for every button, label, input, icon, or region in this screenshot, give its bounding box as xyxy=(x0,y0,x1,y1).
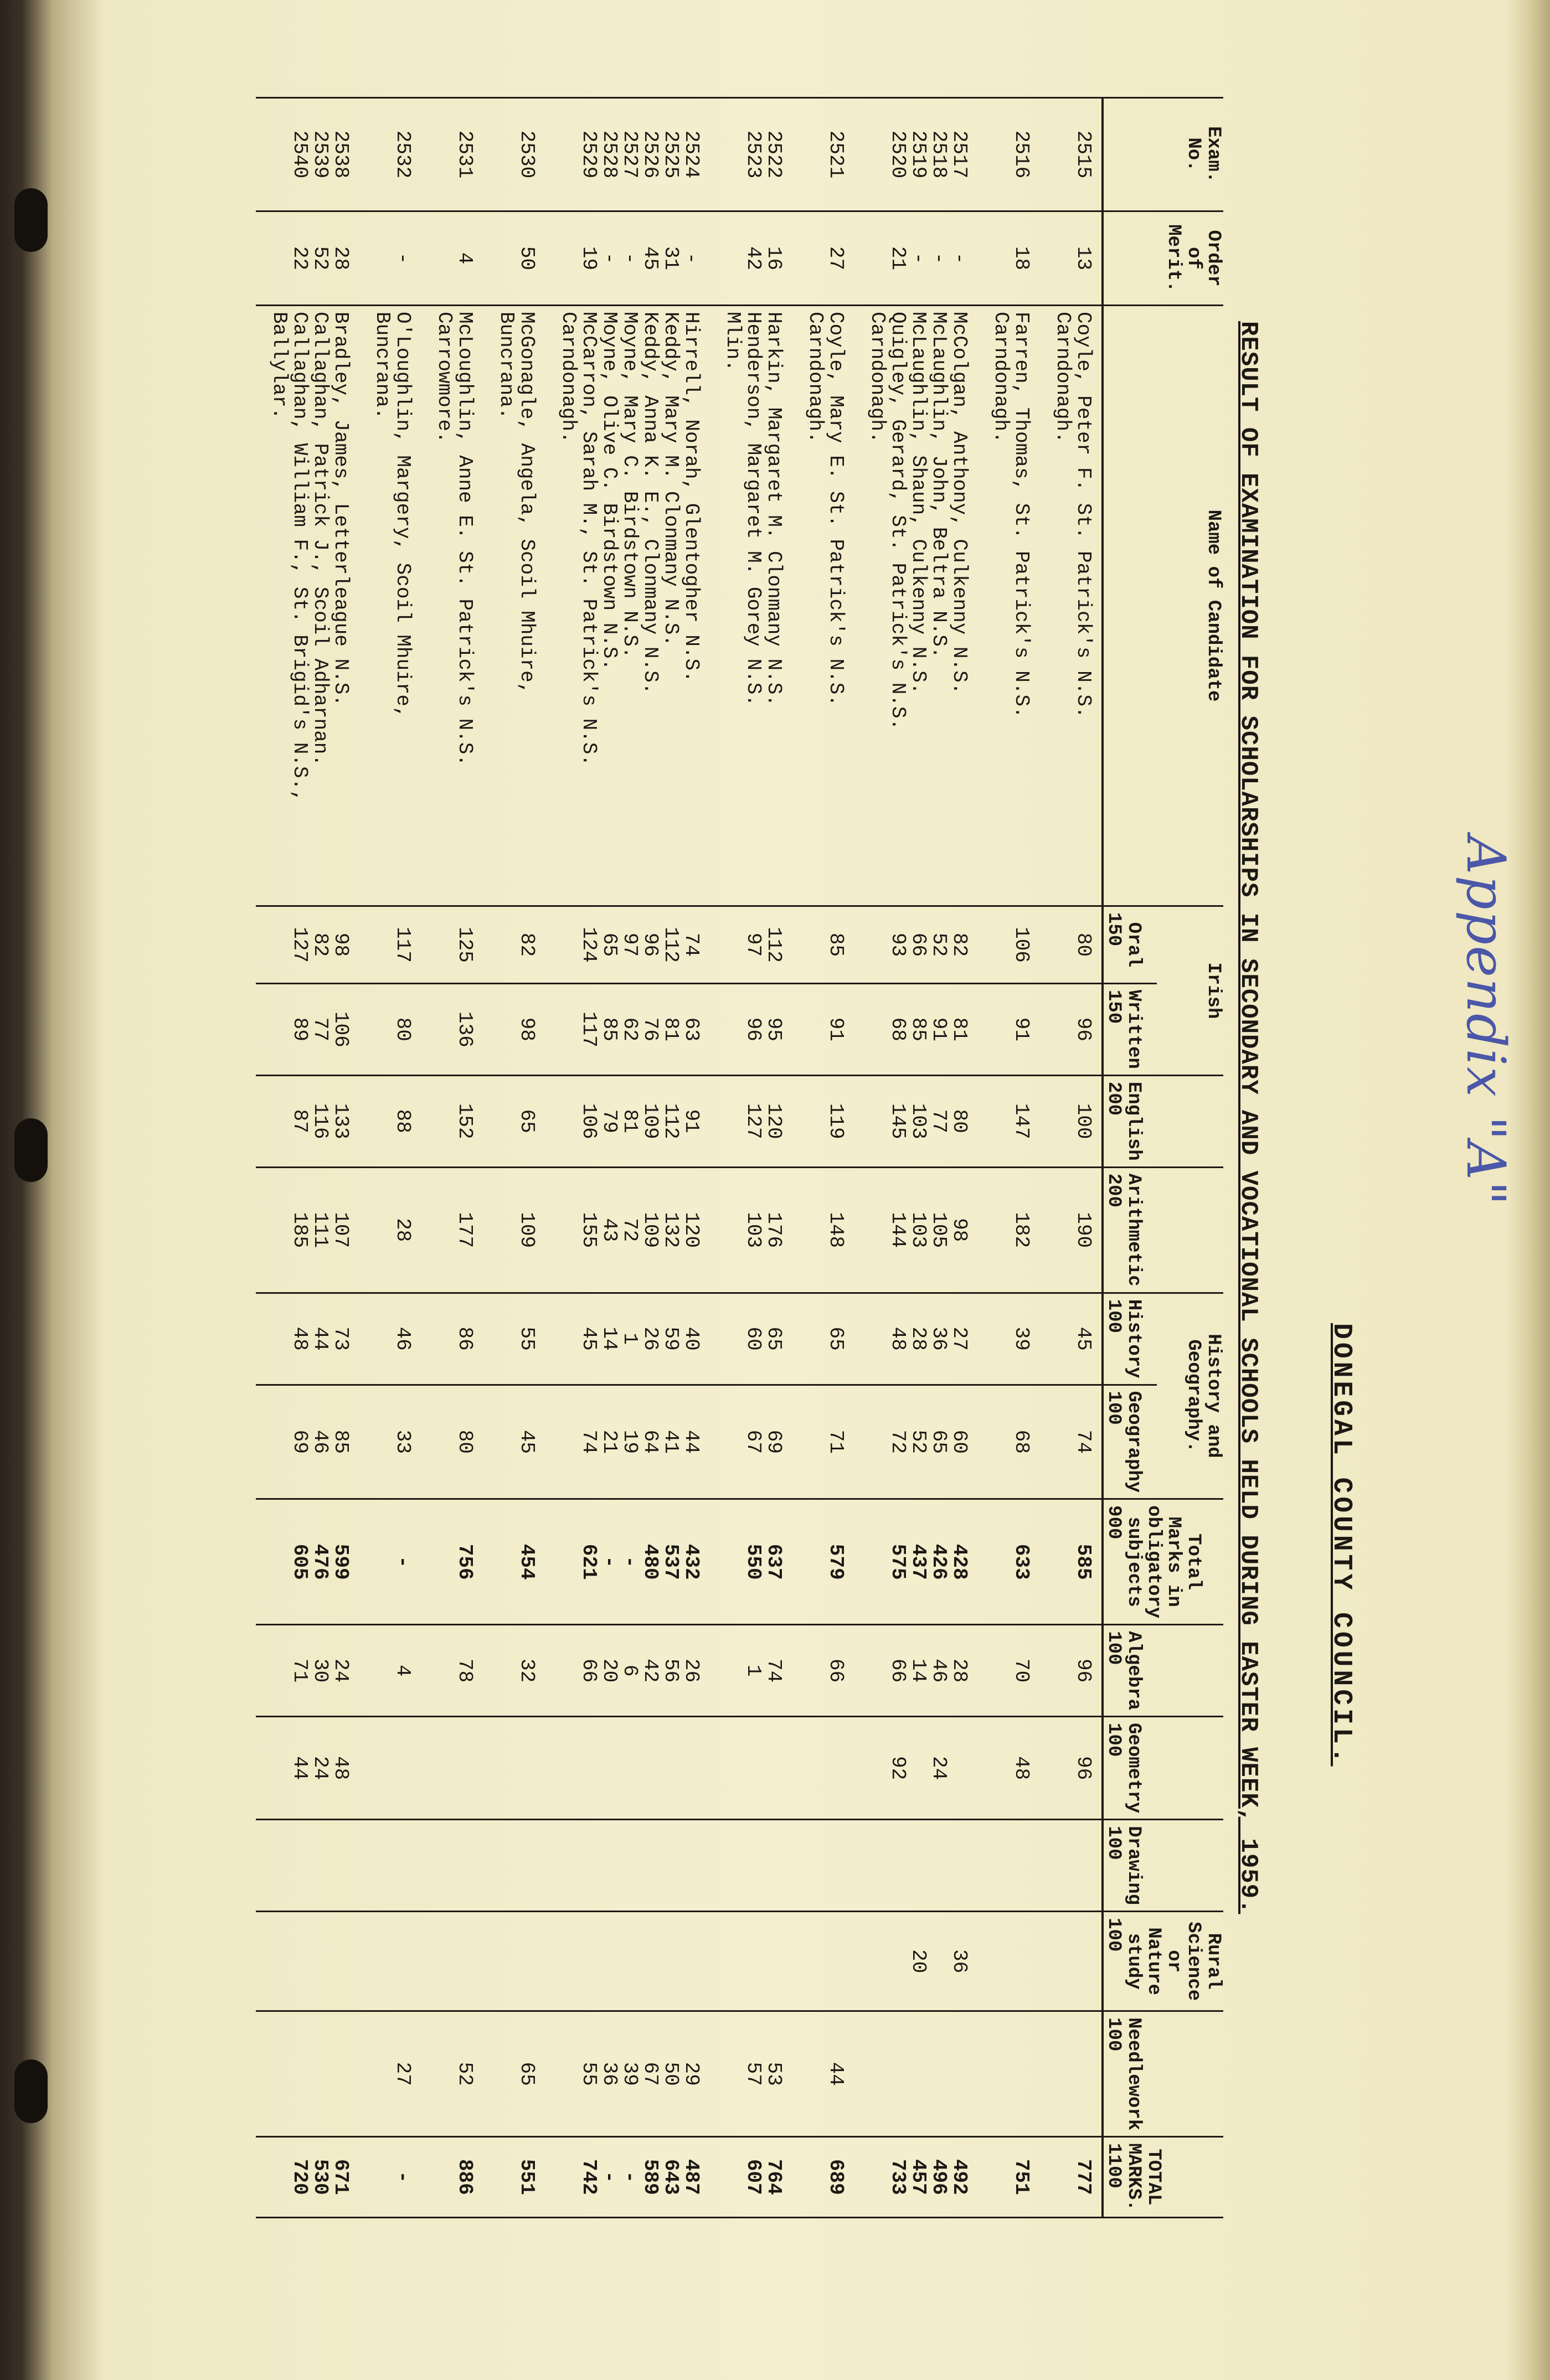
table-row xyxy=(256,98,359,2218)
cell-name: Coyle, Peter F. St. Patrick's N.S. Carndonagh. xyxy=(1039,306,1103,906)
cell-name: O'Loughlin, Margery, Scoil Mhuire, Buncrana. xyxy=(359,306,421,906)
cell-needlework: 65 xyxy=(483,2011,545,2137)
cell-needlework xyxy=(977,2011,1039,2137)
results-title: RESULT OF EXAMINATION FOR SCHOLARSHIPS IN SECONDARY AND VOCATIONAL SCHOOLS HELD DURING EASTER WEEK, 1959. xyxy=(1234,321,1262,1914)
cell-geometry xyxy=(421,1717,483,1820)
header-drawing: Drawing xyxy=(1124,1820,1223,1912)
header-geometry: Geometry xyxy=(1124,1717,1223,1820)
cell-order: - xyxy=(359,211,421,306)
cell-order: 13 xyxy=(1039,211,1103,306)
max-arithmetic: 200 xyxy=(1103,1167,1124,1293)
cell-total: - xyxy=(359,2137,421,2217)
cell-arithmetic: 190 xyxy=(1039,1167,1103,1293)
table-row xyxy=(1039,98,1103,2218)
cell-rural xyxy=(709,1912,792,2011)
cell-exam-no: 2517 2518 2519 2520 xyxy=(854,98,977,211)
header-irish-oral: Oral xyxy=(1124,906,1157,984)
cell-oral: 117 xyxy=(359,906,421,984)
cell-written: 136 xyxy=(421,984,483,1076)
cell-written: 106 77 89 xyxy=(256,984,359,1076)
cell-total-oblig: 756 xyxy=(421,1499,483,1625)
cell-arithmetic: 177 xyxy=(421,1167,483,1293)
cell-oral: 112 97 xyxy=(709,906,792,984)
cell-exam-no: 2538 2539 2540 xyxy=(256,98,359,211)
cell-geography: 60 65 52 72 xyxy=(854,1385,977,1499)
cell-order: 28 52 22 xyxy=(256,211,359,306)
header-irish-written: Written xyxy=(1124,984,1157,1076)
cell-geography: 44 41 64 19 21 74 xyxy=(545,1385,709,1499)
cell-geography: 33 xyxy=(359,1385,421,1499)
cell-total: 689 xyxy=(792,2137,854,2217)
cell-history: 45 xyxy=(1039,1293,1103,1385)
cell-rural: 36 20 xyxy=(854,1912,977,2011)
header-order-of-merit: Order of Merit. xyxy=(1124,211,1223,306)
cell-exam-no: 2516 xyxy=(977,98,1039,211)
cell-written: 91 xyxy=(977,984,1039,1076)
cell-geometry xyxy=(359,1717,421,1820)
cell-oral: 125 xyxy=(421,906,483,984)
cell-name: Farren, Thomas, St. Patrick's N.S. Carndonagh. xyxy=(977,306,1039,906)
cell-order: 27 xyxy=(792,211,854,306)
max-total-obligatory: 900 xyxy=(1103,1499,1124,1625)
table-row xyxy=(545,98,709,2218)
header-exam-no: Exam. No. xyxy=(1124,98,1223,211)
max-oral: 150 xyxy=(1103,906,1124,984)
cell-order: 4 xyxy=(421,211,483,306)
cell-arithmetic: 28 xyxy=(359,1167,421,1293)
table-row xyxy=(977,98,1039,2218)
cell-arithmetic: 120 132 109 72 43 155 xyxy=(545,1167,709,1293)
header-english: English xyxy=(1124,1075,1223,1167)
cell-written: 95 96 xyxy=(709,984,792,1076)
header-total-obligatory: Total Marks in obligatory subjects xyxy=(1124,1499,1223,1625)
max-english: 200 xyxy=(1103,1075,1124,1167)
cell-total-oblig: 579 xyxy=(792,1499,854,1625)
max-rural: 100 xyxy=(1103,1912,1124,2011)
cell-history: 40 59 26 1 14 45 xyxy=(545,1293,709,1385)
cell-needlework xyxy=(854,2011,977,2137)
table-row xyxy=(483,98,545,2218)
header-needlework: Needlework xyxy=(1124,2011,1223,2137)
table-row xyxy=(709,98,792,2218)
cell-history: 65 xyxy=(792,1293,854,1385)
cell-english: 119 xyxy=(792,1075,854,1167)
cell-english: 133 116 87 xyxy=(256,1075,359,1167)
table-row xyxy=(854,98,977,2218)
cell-written: 96 xyxy=(1039,984,1103,1076)
header-irish-group: Irish xyxy=(1157,906,1223,1076)
cell-english: 120 127 xyxy=(709,1075,792,1167)
cell-total-oblig: 637 550 xyxy=(709,1499,792,1625)
cell-history: 27 36 28 48 xyxy=(854,1293,977,1385)
cell-total: 487 643 589 - - 742 xyxy=(545,2137,709,2217)
cell-written: 63 81 76 62 85 117 xyxy=(545,984,709,1076)
cell-arithmetic: 148 xyxy=(792,1167,854,1293)
cell-geometry xyxy=(792,1717,854,1820)
header-candidate-name: Name of Candidate xyxy=(1124,306,1223,906)
cell-arithmetic: 109 xyxy=(483,1167,545,1293)
cell-history: 73 44 48 xyxy=(256,1293,359,1385)
cell-algebra: 32 xyxy=(483,1625,545,1717)
cell-geometry: 48 24 44 xyxy=(256,1717,359,1820)
cell-order: - 31 45 - - 19 xyxy=(545,211,709,306)
cell-order: 16 42 xyxy=(709,211,792,306)
cell-geometry xyxy=(709,1717,792,1820)
results-table xyxy=(256,97,1223,2218)
cell-english: 147 xyxy=(977,1075,1039,1167)
table-row xyxy=(421,98,483,2218)
max-geometry: 100 xyxy=(1103,1717,1124,1820)
cell-geography: 85 46 69 xyxy=(256,1385,359,1499)
cell-algebra: 24 30 71 xyxy=(256,1625,359,1717)
cell-rural xyxy=(1039,1912,1103,2011)
cell-drawing xyxy=(709,1820,792,1912)
cell-total: 886 xyxy=(421,2137,483,2217)
cell-written: 81 91 85 68 xyxy=(854,984,977,1076)
cell-algebra: 70 xyxy=(977,1625,1039,1717)
cell-history: 55 xyxy=(483,1293,545,1385)
cell-english: 65 xyxy=(483,1075,545,1167)
cell-algebra: 28 46 14 66 xyxy=(854,1625,977,1717)
cell-needlework: 29 50 67 39 36 55 xyxy=(545,2011,709,2137)
cell-geography: 69 67 xyxy=(709,1385,792,1499)
cell-total-oblig: 432 537 480 - - 621 xyxy=(545,1499,709,1625)
cell-rural xyxy=(256,1912,359,2011)
table-row xyxy=(792,98,854,2218)
cell-total: 777 xyxy=(1039,2137,1103,2217)
max-drawing: 100 xyxy=(1103,1820,1124,1912)
cell-geometry xyxy=(483,1717,545,1820)
cell-geometry: 48 xyxy=(977,1717,1039,1820)
results-body xyxy=(256,98,1103,2218)
cell-total-oblig: 633 xyxy=(977,1499,1039,1625)
cell-arithmetic: 98 105 103 144 xyxy=(854,1167,977,1293)
cell-needlework xyxy=(256,2011,359,2137)
cell-history: 46 xyxy=(359,1293,421,1385)
cell-english: 88 xyxy=(359,1075,421,1167)
header-history-geography-group: History and Geography. xyxy=(1157,1293,1223,1499)
cell-drawing xyxy=(483,1820,545,1912)
cell-geography: 71 xyxy=(792,1385,854,1499)
cell-oral: 98 82 127 xyxy=(256,906,359,984)
cell-exam-no: 2530 xyxy=(483,98,545,211)
cell-written: 80 xyxy=(359,984,421,1076)
cell-oral: 80 xyxy=(1039,906,1103,984)
cell-total-oblig: 428 426 437 575 xyxy=(854,1499,977,1625)
cell-rural xyxy=(792,1912,854,2011)
cell-order: 50 xyxy=(483,211,545,306)
cell-oral: 85 xyxy=(792,906,854,984)
cell-algebra: 26 56 42 6 20 66 xyxy=(545,1625,709,1717)
cell-needlework: 27 xyxy=(359,2011,421,2137)
table-row xyxy=(359,98,421,2218)
cell-exam-no: 2521 xyxy=(792,98,854,211)
cell-algebra: 78 xyxy=(421,1625,483,1717)
header-geography: Geography xyxy=(1124,1385,1157,1499)
cell-geography: 45 xyxy=(483,1385,545,1499)
cell-algebra: 66 xyxy=(792,1625,854,1717)
cell-exam-no: 2524 2525 2526 2527 2528 2529 xyxy=(545,98,709,211)
cell-english: 91 112 109 81 79 106 xyxy=(545,1075,709,1167)
max-history: 100 xyxy=(1103,1293,1124,1385)
cell-arithmetic: 182 xyxy=(977,1167,1039,1293)
cell-name: Bradley, James, Letterleague N.S. Callaghan, Patrick J., Scoil Adharnan. Callaghan, William F., St. Brigid's N.S., Ballylar. xyxy=(256,306,359,906)
appendix-annotation: Appendix "A" xyxy=(1455,836,1517,1207)
cell-rural xyxy=(545,1912,709,2011)
max-needlework: 100 xyxy=(1103,2011,1124,2137)
cell-name: McLoughlin, Anne E. St. Patrick's N.S. Carrowmore. xyxy=(421,306,483,906)
cell-total: 764 607 xyxy=(709,2137,792,2217)
cell-drawing xyxy=(1039,1820,1103,1912)
cell-name: McGonagle, Angela, Scoil Mhuire, Buncrana. xyxy=(483,306,545,906)
cell-total: 492 496 457 733 xyxy=(854,2137,977,2217)
cell-needlework: 44 xyxy=(792,2011,854,2137)
cell-drawing xyxy=(545,1820,709,1912)
cell-drawing xyxy=(792,1820,854,1912)
cell-geometry: 24 92 xyxy=(854,1717,977,1820)
cell-geometry: 96 xyxy=(1039,1717,1103,1820)
cell-rural xyxy=(421,1912,483,2011)
cell-oral: 106 xyxy=(977,906,1039,984)
cell-geometry xyxy=(545,1717,709,1820)
max-written: 150 xyxy=(1103,984,1124,1076)
cell-history: 65 60 xyxy=(709,1293,792,1385)
cell-drawing xyxy=(359,1820,421,1912)
cell-total-oblig: - xyxy=(359,1499,421,1625)
cell-algebra: 4 xyxy=(359,1625,421,1717)
cell-name: McColgan, Anthony, Culkenny N.S. McLaughlin, John, Beltra N.S. McLaughlin, Shaun, Culkenny N.S. Quigley, Gerard, St. Patrick's N.S. Carndonagh. xyxy=(854,306,977,906)
cell-written: 91 xyxy=(792,984,854,1076)
cell-drawing xyxy=(421,1820,483,1912)
cell-drawing xyxy=(256,1820,359,1912)
header-arithmetic: Arithmetic xyxy=(1124,1167,1223,1293)
cell-needlework xyxy=(1039,2011,1103,2137)
cell-arithmetic: 107 111 185 xyxy=(256,1167,359,1293)
cell-name: Hirrell, Norah, Glentogher N.S. Keddy, Mary M. Clonmany N.S. Keddy, Anna K. E., Clonmany N.S. Moyne, Mary C. Birdstown N.S. Moyne, Olive C. Birdstown N.S. McCarron, Sarah M., St. Patrick's N.S. Carndonagh. xyxy=(545,306,709,906)
cell-history: 86 xyxy=(421,1293,483,1385)
cell-rural xyxy=(483,1912,545,2011)
cell-exam-no: 2515 xyxy=(1039,98,1103,211)
cell-oral: 82 xyxy=(483,906,545,984)
cell-english: 100 xyxy=(1039,1075,1103,1167)
cell-name: Harkin, Margaret M. Clonmany N.S. Henderson, Margaret M. Gorey N.S. Mlin. xyxy=(709,306,792,906)
cell-drawing xyxy=(854,1820,977,1912)
cell-geography: 80 xyxy=(421,1385,483,1499)
cell-algebra: 74 1 xyxy=(709,1625,792,1717)
cell-total-oblig: 585 xyxy=(1039,1499,1103,1625)
cell-total: 751 xyxy=(977,2137,1039,2217)
cell-arithmetic: 176 103 xyxy=(709,1167,792,1293)
cell-needlework: 53 57 xyxy=(709,2011,792,2137)
header-history: History xyxy=(1124,1293,1157,1385)
header-total-marks: TOTAL MARKS. xyxy=(1124,2137,1223,2217)
cell-needlework: 52 xyxy=(421,2011,483,2137)
cell-exam-no: 2522 2523 xyxy=(709,98,792,211)
cell-rural xyxy=(977,1912,1039,2011)
cell-name: Coyle, Mary E. St. Patrick's N.S. Carndonagh. xyxy=(792,306,854,906)
cell-drawing xyxy=(977,1820,1039,1912)
cell-english: 80 77 103 145 xyxy=(854,1075,977,1167)
header-algebra: Algebra xyxy=(1124,1625,1223,1717)
cell-exam-no: 2532 xyxy=(359,98,421,211)
cell-order: 18 xyxy=(977,211,1039,306)
council-heading: DONEGAL COUNTY COUNCIL. xyxy=(1326,1323,1356,1767)
cell-exam-no: 2531 xyxy=(421,98,483,211)
cell-algebra: 96 xyxy=(1039,1625,1103,1717)
cell-oral: 82 52 66 93 xyxy=(854,906,977,984)
cell-history: 39 xyxy=(977,1293,1039,1385)
cell-oral: 74 112 96 97 65 124 xyxy=(545,906,709,984)
cell-geography: 68 xyxy=(977,1385,1039,1499)
cell-geography: 74 xyxy=(1039,1385,1103,1499)
cell-english: 152 xyxy=(421,1075,483,1167)
max-total: 1100 xyxy=(1103,2137,1124,2217)
cell-total-oblig: 599 476 605 xyxy=(256,1499,359,1625)
cell-total: 671 530 720 xyxy=(256,2137,359,2217)
max-algebra: 100 xyxy=(1103,1625,1124,1717)
cell-rural xyxy=(359,1912,421,2011)
cell-written: 98 xyxy=(483,984,545,1076)
cell-total: 551 xyxy=(483,2137,545,2217)
cell-order: - - - 21 xyxy=(854,211,977,306)
header-rural-science: Rural Science or Nature study xyxy=(1124,1912,1223,2011)
cell-total-oblig: 454 xyxy=(483,1499,545,1625)
max-geography: 100 xyxy=(1103,1385,1124,1499)
